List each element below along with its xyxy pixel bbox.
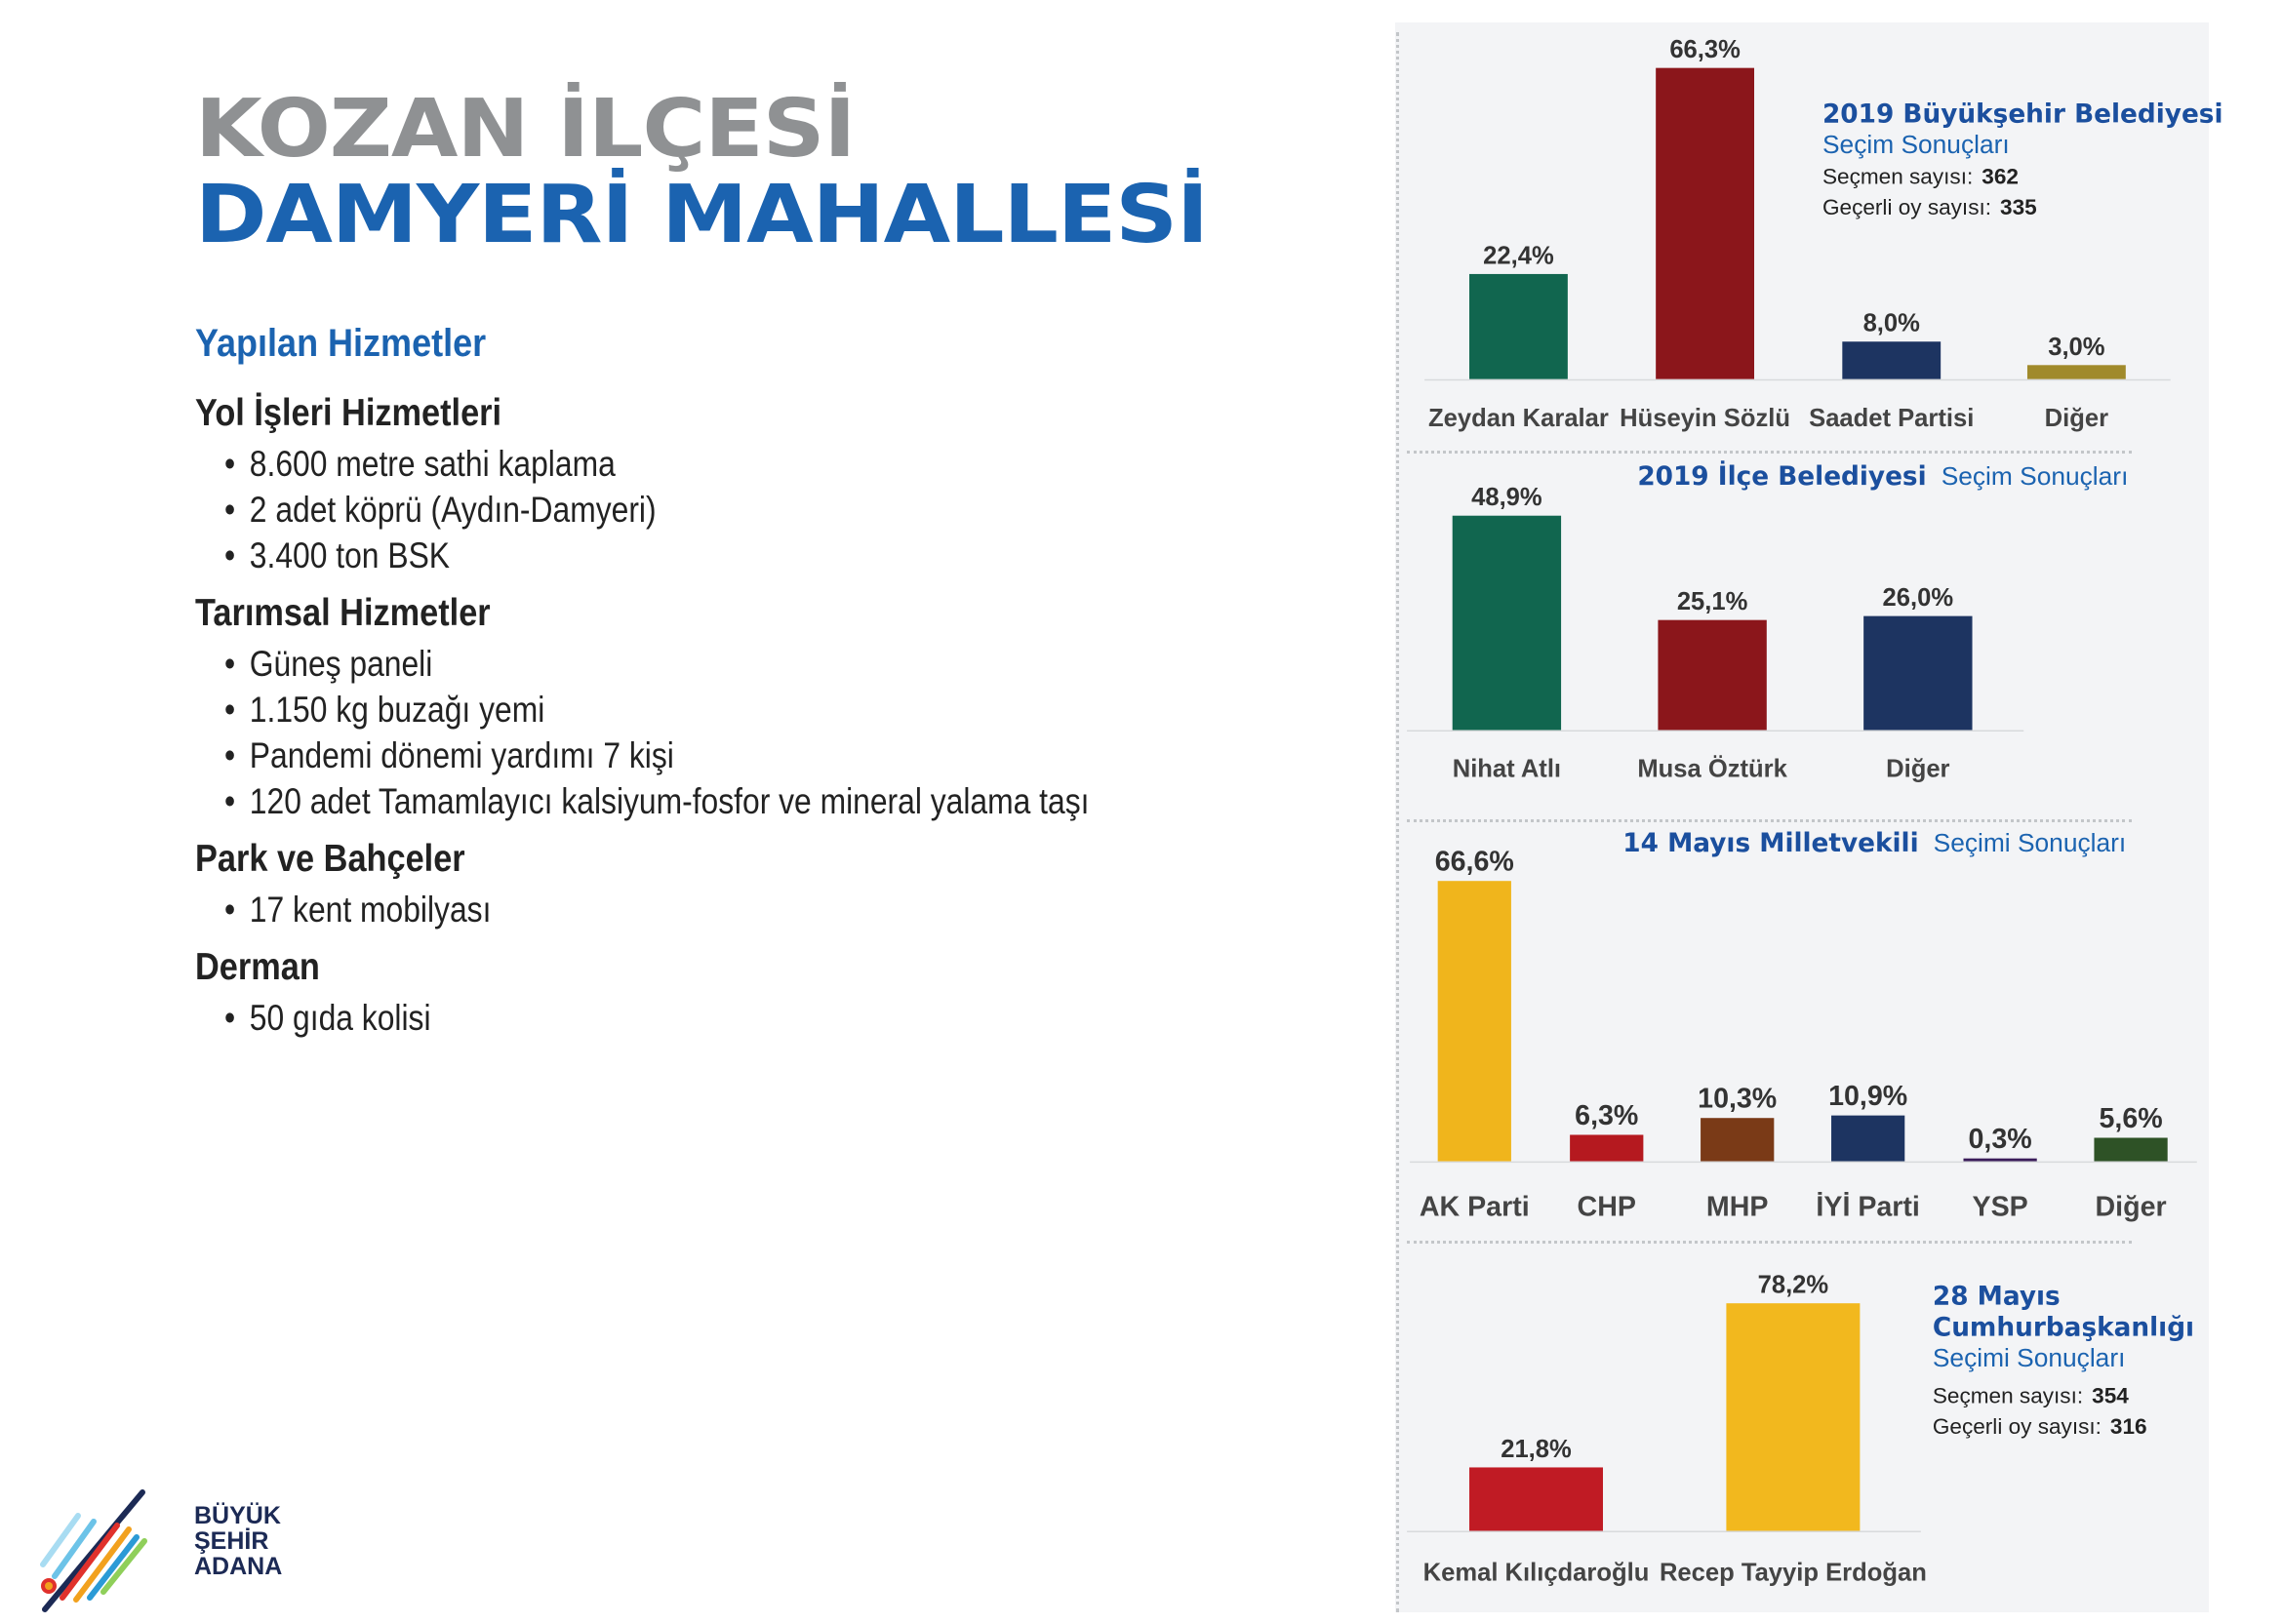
category-label: İYİ Parti (1816, 1191, 1920, 1223)
bar (1469, 1468, 1603, 1531)
chart-title: 14 Mayıs Milletvekili Seçimi Sonuçları (1622, 827, 2127, 858)
category-label: CHP (1577, 1191, 1636, 1223)
services-heading: Yapılan Hizmetler (195, 322, 487, 365)
logo-mark-icon (35, 1483, 191, 1619)
chart-title: 28 Mayıs (1932, 1283, 2061, 1313)
bar (1701, 1118, 1774, 1161)
chart-title-line2: Cumhurbaşkanlığı (1932, 1313, 2194, 1343)
chart-subtitle: Seçim Sonuçları (1822, 129, 2010, 159)
bar (1726, 1304, 1860, 1531)
bar-value-label: 78,2% (1757, 1272, 1829, 1300)
bar-value-label: 66,3% (1669, 35, 1741, 63)
district-title: KOZAN İLÇESİ (195, 83, 856, 176)
valid-vote-count: Geçerli oy sayısı: 316 (1932, 1414, 2147, 1440)
bar (1469, 274, 1568, 379)
bullet-icon: • (224, 490, 236, 530)
service-section-title: Park ve Bahçeler (195, 838, 465, 880)
service-item: • 17 kent mobilyası (224, 887, 1189, 932)
logo-text-line1: BÜYÜK (194, 1502, 281, 1529)
bar-value-label: 48,9% (1471, 483, 1542, 511)
category-label: Diğer (2095, 1191, 2167, 1223)
bar-value-label: 0,3% (1968, 1124, 2032, 1156)
category-label: Kemal Kılıçdaroğlu (1422, 1560, 1650, 1588)
chart-title: 2019 İlçe Belediyesi Seçim Sonuçları (1637, 460, 2129, 492)
bar-value-label: 10,9% (1828, 1080, 1908, 1112)
bar-value-label: 8,0% (1862, 309, 1920, 337)
bullet-icon: • (224, 890, 236, 930)
bar-value-label: 6,3% (1575, 1099, 1639, 1131)
category-label: YSP (1972, 1191, 2028, 1223)
category-label: Musa Öztürk (1637, 755, 1787, 783)
voter-count: Seçmen sayısı: 362 (1822, 164, 2019, 189)
category-label: Zeydan Karalar (1427, 404, 1609, 432)
service-item: • 50 gıda kolisi (224, 995, 1189, 1041)
bar-group (1423, 1272, 1927, 1587)
services-list (195, 388, 1346, 1050)
bar (1438, 881, 1511, 1161)
bar (1453, 515, 1561, 730)
category-label: MHP (1705, 1191, 1769, 1223)
service-item: • 120 adet Tamamlayıcı kalsiyum-fosfor ve mineral yalama taşı (224, 778, 1189, 824)
logo-text-line3: ADANA (194, 1553, 283, 1580)
service-item: • 8.600 metre sathi kaplama (224, 441, 1189, 487)
neighborhood-title: DAMYERİ MAHALLESİ (195, 169, 1208, 261)
bar (1863, 615, 1972, 730)
bullet-icon: • (224, 535, 236, 575)
service-item: • Pandemi dönemi yardımı 7 kişi (224, 733, 1189, 778)
service-section-parks (195, 834, 1346, 932)
bar (1842, 341, 1941, 379)
valid-vote-count: Geçerli oy sayısı: 335 (1822, 194, 2037, 219)
bar-value-label: 22,4% (1483, 241, 1554, 269)
service-section-title: Tarımsal Hizmetler (195, 592, 491, 634)
category-label: Recep Tayyip Erdoğan (1659, 1560, 1927, 1588)
chart-divider (1407, 1241, 2133, 1244)
bar-value-label: 10,3% (1698, 1083, 1778, 1115)
chart-parliament-2023 (1395, 822, 2282, 1241)
bar-value-label: 5,6% (2099, 1102, 2163, 1134)
service-section-title: Yol İşleri Hizmetleri (195, 392, 502, 434)
chart-subtitle: Seçimi Sonuçları (1932, 1343, 2126, 1373)
bar (1658, 619, 1766, 730)
bar (1570, 1134, 1643, 1161)
chart-metropolitan-2019 (1395, 22, 2282, 448)
service-section-roads (195, 388, 1346, 578)
category-label: Diğer (1886, 755, 1950, 783)
service-item: • 2 adet köprü (Aydın-Damyeri) (224, 487, 1189, 533)
buyuksehir-adana-logo (35, 1483, 283, 1619)
service-section-title: Derman (195, 946, 320, 988)
voter-count: Seçmen sayısı: 354 (1932, 1383, 2129, 1408)
logo-text-line2: ŞEHİR (194, 1527, 269, 1555)
bar (2027, 365, 2126, 378)
category-label: Hüseyin Sözlü (1620, 404, 1790, 432)
bar-value-label: 66,6% (1434, 846, 1514, 878)
chart-presidential-2023 (1395, 1248, 2282, 1607)
service-item: • 3.400 ton BSK (224, 533, 1189, 578)
bar-group (1453, 484, 1973, 782)
category-label: Diğer (2044, 404, 2108, 432)
chart-title: 2019 Büyükşehir Belediyesi (1822, 99, 2223, 129)
bar-value-label: 21,8% (1501, 1436, 1572, 1464)
bar (1831, 1116, 1904, 1162)
bar-value-label: 26,0% (1882, 583, 1953, 612)
service-item: • Güneş paneli (224, 641, 1189, 687)
chart-divider (1407, 451, 2133, 454)
category-label: Saadet Partisi (1809, 404, 1975, 432)
bullet-icon: • (224, 644, 236, 684)
category-label: Nihat Atlı (1452, 755, 1561, 783)
bar-value-label: 3,0% (2048, 333, 2105, 361)
bullet-icon: • (224, 998, 236, 1038)
bullet-icon: • (224, 690, 236, 730)
category-label: AK Parti (1419, 1191, 1530, 1223)
service-section-derman (195, 942, 1346, 1041)
bar-group (1420, 847, 2168, 1223)
chart-district-2019 (1395, 456, 2282, 808)
bar-group (1428, 36, 2126, 432)
bar (1963, 1159, 2036, 1162)
bullet-icon: • (224, 444, 236, 484)
bar (2094, 1137, 2167, 1161)
bar (1656, 67, 1754, 378)
bullet-icon: • (224, 735, 236, 775)
bar-value-label: 25,1% (1676, 587, 1748, 615)
service-section-agriculture (195, 588, 1346, 824)
bullet-icon: • (224, 781, 236, 821)
service-item: • 1.150 kg buzağı yemi (224, 687, 1189, 733)
